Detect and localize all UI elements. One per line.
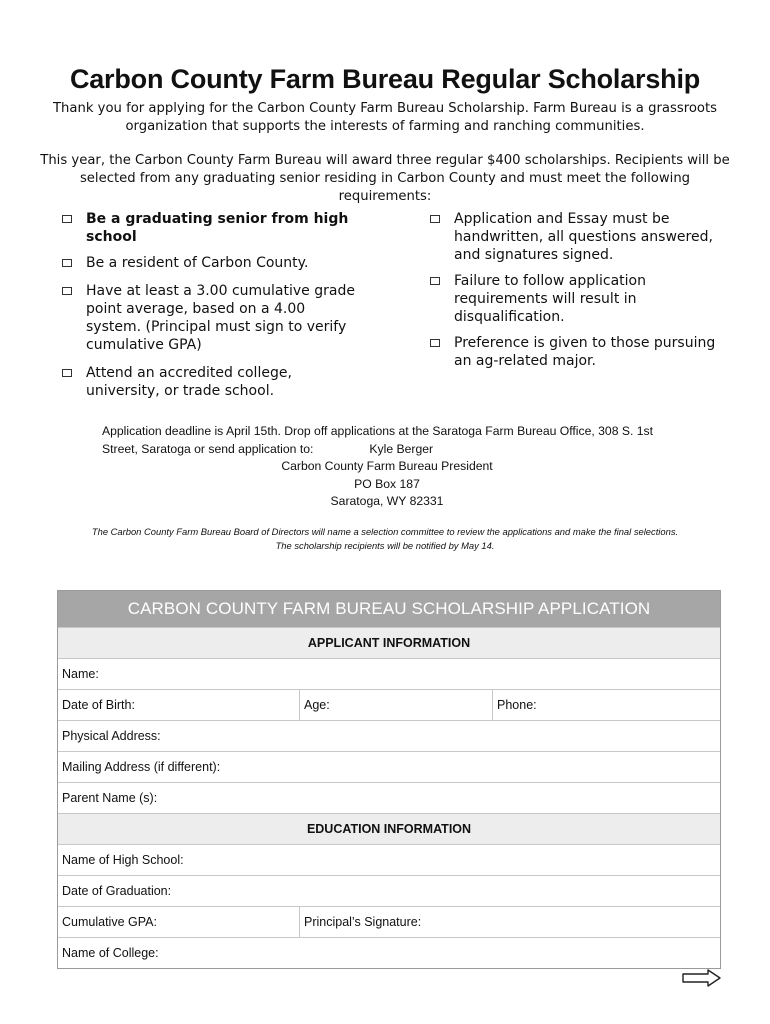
intro-paragraph-2: This year, the Carbon County Farm Bureau will award three regular $400 scholarships. Recipients will be selected from any graduating senior residing in Carbon County and must meet the following requirements: — [40, 153, 730, 204]
requirement-text: Be a resident of Carbon County. — [86, 255, 309, 271]
requirement-item — [430, 210, 720, 264]
requirement-item — [62, 210, 362, 246]
requirement-item — [62, 254, 362, 272]
dob-row — [58, 689, 720, 720]
requirement-item — [430, 334, 720, 370]
checkbox-icon — [62, 215, 72, 223]
graduation-row — [58, 875, 720, 906]
form-header: CARBON COUNTY FARM BUREAU SCHOLARSHIP APPLICATION — [58, 591, 720, 627]
gpa-field[interactable]: Cumulative GPA: — [62, 915, 157, 929]
requirement-item — [430, 272, 720, 326]
requirements-left — [62, 210, 362, 400]
application-form — [57, 590, 721, 969]
parent-name-field[interactable]: Parent Name (s): — [62, 791, 158, 805]
requirement-text: Have at least a 3.00 cumulative grade point average, based on a 4.00 system. (Principal must sign to verify cumulative GPA) — [86, 283, 355, 353]
education-section-header: EDUCATION INFORMATION — [58, 813, 720, 844]
checkbox-icon — [430, 277, 440, 285]
requirements-right — [430, 210, 720, 370]
principal-signature-field[interactable]: Principal’s Signature: — [299, 907, 720, 937]
selection-note-line: The Carbon County Farm Bureau Board of Directors will name a selection committee to review the applications and make the final selections. — [91, 526, 679, 537]
name-row — [58, 658, 720, 689]
contact-po-box: PO Box 187 — [354, 476, 420, 491]
high-school-row — [58, 844, 720, 875]
contact-name: Kyle Berger — [369, 441, 434, 456]
mailing-address-field[interactable]: Mailing Address (if different): — [62, 760, 221, 774]
checkbox-icon — [62, 287, 72, 295]
dob-field[interactable]: Date of Birth: — [62, 698, 135, 712]
requirement-text: Preference is given to those pursuing an ag-related major. — [454, 335, 716, 369]
requirement-item — [62, 364, 362, 400]
physical-address-field[interactable]: Physical Address: — [62, 729, 161, 743]
contact-city: Saratoga, WY 82331 — [330, 494, 444, 508]
selection-note-line: The scholarship recipients will be notified by May 14. — [275, 540, 495, 551]
college-row — [58, 937, 720, 968]
requirement-text: Be a graduating senior from high school — [86, 211, 349, 245]
requirement-item — [62, 282, 362, 354]
checkbox-icon — [62, 369, 72, 377]
requirement-text: Attend an accredited college, university, or trade school. — [86, 365, 292, 399]
deadline-line — [102, 441, 702, 459]
page-title: Carbon County Farm Bureau Regular Scholarship — [69, 64, 701, 94]
requirement-text: Application and Essay must be handwritten, all questions answered, and signatures signed. — [454, 211, 713, 263]
requirement-text: Failure to follow application requirements will result in disqualification. — [454, 273, 646, 325]
checkbox-icon — [62, 259, 72, 267]
graduation-date-field[interactable]: Date of Graduation: — [62, 884, 172, 898]
checkbox-icon — [430, 215, 440, 223]
age-field[interactable]: Age: — [299, 690, 492, 720]
deadline-line: Application deadline is April 15th. Drop off applications at the Saratoga Farm Bureau Office, 308 S. 1st — [102, 424, 654, 438]
gpa-row — [58, 906, 720, 937]
contact-title: Carbon County Farm Bureau President — [281, 459, 493, 473]
high-school-field[interactable]: Name of High School: — [62, 853, 184, 867]
phone-field[interactable]: Phone: — [492, 690, 720, 720]
mailing-address-row — [58, 751, 720, 782]
intro-paragraph-1: Thank you for applying for the Carbon County Farm Bureau Scholarship. Farm Bureau is a grassroots organization that supports the interests of farming and ranching communities. — [52, 101, 718, 134]
college-field[interactable]: Name of College: — [62, 946, 159, 960]
parent-name-row — [58, 782, 720, 813]
deadline-info — [102, 423, 702, 511]
checkbox-icon — [430, 339, 440, 347]
arrow-right-icon[interactable] — [682, 968, 722, 988]
selection-note — [30, 525, 740, 553]
intro — [40, 100, 730, 206]
deadline-send-to: Street, Saratoga or send application to: — [102, 441, 314, 456]
applicant-section-header: APPLICANT INFORMATION — [58, 627, 720, 658]
physical-address-row — [58, 720, 720, 751]
name-field[interactable]: Name: — [62, 667, 99, 681]
